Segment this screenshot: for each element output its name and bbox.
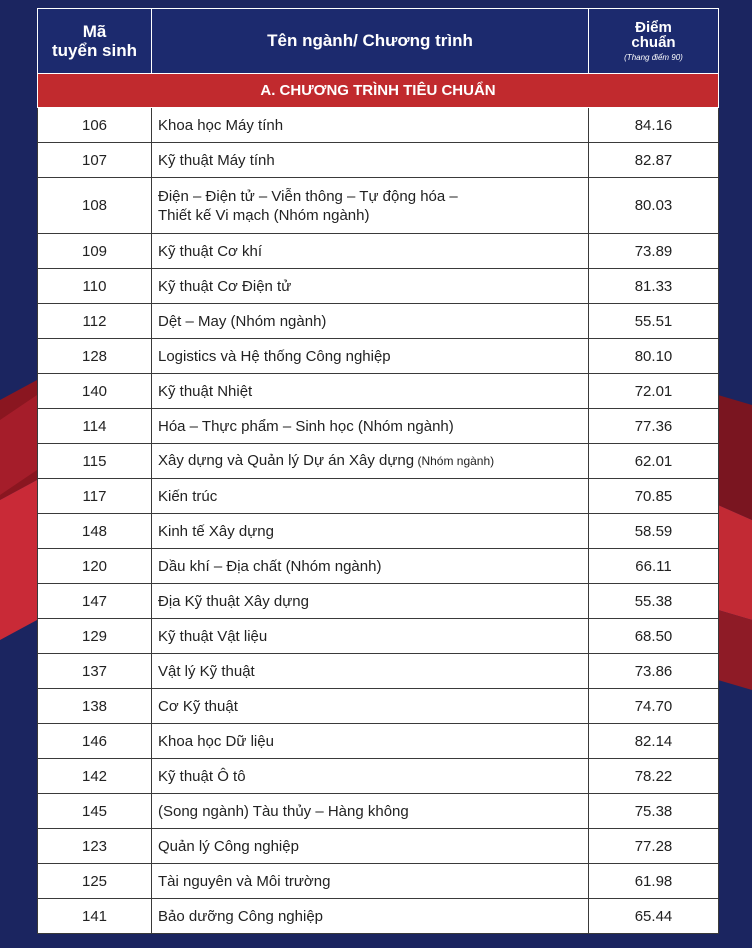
program-name-cell	[152, 724, 589, 759]
cutoff-score: 77.28	[589, 829, 719, 864]
admission-score-table-container	[37, 8, 718, 934]
cutoff-score: 61.98	[589, 864, 719, 899]
cutoff-score: 73.86	[589, 654, 719, 689]
program-name: Điện – Điện tử – Viễn thông – Tự động hóa –	[158, 187, 458, 205]
cutoff-score: 84.16	[589, 108, 719, 143]
program-name-cell	[152, 339, 589, 374]
code-header-line1: Mã	[82, 22, 107, 41]
cutoff-score: 55.38	[589, 584, 719, 619]
program-name: Kỹ thuật Vật liệu	[158, 627, 268, 645]
program-name-cell	[152, 514, 589, 549]
cutoff-score: 81.33	[589, 269, 719, 304]
program-name-cell	[152, 479, 589, 514]
table-row	[38, 619, 719, 654]
admission-score-table	[37, 8, 719, 934]
program-name-cell	[152, 444, 589, 479]
program-code: 117	[38, 479, 152, 514]
cutoff-score: 78.22	[589, 759, 719, 794]
table-row	[38, 864, 719, 899]
program-name: Khoa học Máy tính	[158, 116, 284, 134]
table-row	[38, 304, 719, 339]
cutoff-score: 62.01	[589, 444, 719, 479]
cutoff-score: 65.44	[589, 899, 719, 934]
table-row	[38, 339, 719, 374]
program-name-cell	[152, 269, 589, 304]
program-code: 145	[38, 794, 152, 829]
program-name: Kỹ thuật Cơ khí	[158, 242, 263, 260]
table-header-row	[38, 9, 719, 74]
program-name: Kỹ thuật Cơ Điện tử	[158, 277, 292, 295]
program-name-cell	[152, 584, 589, 619]
program-name-cell	[152, 178, 589, 234]
score-scale-note: (Thang điểm 90)	[624, 52, 683, 62]
program-name-cell	[152, 409, 589, 444]
program-name: Khoa học Dữ liệu	[158, 732, 274, 750]
table-row	[38, 724, 719, 759]
program-name-cell	[152, 619, 589, 654]
section-title: A. CHƯƠNG TRÌNH TIÊU CHUẨN	[38, 74, 719, 108]
program-code: 129	[38, 619, 152, 654]
program-name-cell	[152, 864, 589, 899]
column-header-code	[38, 9, 152, 74]
program-name-cell	[152, 899, 589, 934]
program-code: 147	[38, 584, 152, 619]
column-header-name: Tên ngành/ Chương trình	[152, 9, 589, 74]
program-code: 107	[38, 143, 152, 178]
code-header-line2: tuyển sinh	[51, 41, 137, 60]
program-name: Quản lý Công nghiệp	[158, 837, 299, 855]
program-name: Xây dựng và Quản lý Dự án Xây dựng	[158, 452, 415, 469]
program-code: 114	[38, 409, 152, 444]
program-code: 148	[38, 514, 152, 549]
table-row	[38, 178, 719, 234]
program-code: 120	[38, 549, 152, 584]
cutoff-score: 66.11	[589, 549, 719, 584]
program-name: Địa Kỹ thuật Xây dựng	[158, 592, 309, 610]
cutoff-score: 77.36	[589, 409, 719, 444]
cutoff-score: 58.59	[589, 514, 719, 549]
table-row	[38, 234, 719, 269]
program-code: 141	[38, 899, 152, 934]
cutoff-score: 82.87	[589, 143, 719, 178]
program-name-suffix: (Nhóm ngành)	[414, 454, 495, 468]
program-code: 142	[38, 759, 152, 794]
table-row	[38, 108, 719, 143]
program-code: 123	[38, 829, 152, 864]
program-name-cell	[152, 304, 589, 339]
table-row	[38, 143, 719, 178]
program-name: Dệt – May (Nhóm ngành)	[158, 312, 327, 330]
program-name-cell	[152, 374, 589, 409]
program-code: 110	[38, 269, 152, 304]
program-code: 109	[38, 234, 152, 269]
program-name: Kỹ thuật Máy tính	[158, 151, 275, 169]
program-name-cell	[152, 794, 589, 829]
program-name: Bảo dưỡng Công nghiệp	[158, 907, 323, 925]
cutoff-score: 80.03	[589, 178, 719, 234]
cutoff-score: 73.89	[589, 234, 719, 269]
table-row	[38, 269, 719, 304]
program-name-cell	[152, 108, 589, 143]
program-code: 128	[38, 339, 152, 374]
column-header-score	[589, 9, 719, 74]
table-row	[38, 829, 719, 864]
table-row	[38, 759, 719, 794]
cutoff-score: 72.01	[589, 374, 719, 409]
program-name: Hóa – Thực phẩm – Sinh học (Nhóm ngành)	[158, 417, 454, 435]
program-name-cell	[152, 759, 589, 794]
table-row	[38, 409, 719, 444]
cutoff-score: 55.51	[589, 304, 719, 339]
program-name-cell	[152, 689, 589, 724]
program-code: 146	[38, 724, 152, 759]
table-row	[38, 794, 719, 829]
program-name: Logistics và Hệ thống Công nghiệp	[158, 347, 391, 365]
program-name-line2: Thiết kế Vi mạch (Nhóm ngành)	[158, 206, 370, 224]
table-row	[38, 689, 719, 724]
score-header-line1: Điểm	[635, 18, 672, 36]
program-name: Cơ Kỹ thuật	[158, 697, 238, 715]
program-code: 125	[38, 864, 152, 899]
program-name: Kỹ thuật Nhiệt	[158, 382, 253, 400]
score-header-line2: chuẩn	[631, 33, 676, 51]
table-row	[38, 479, 719, 514]
table-row	[38, 444, 719, 479]
program-code: 115	[38, 444, 152, 479]
program-name-cell	[152, 829, 589, 864]
cutoff-score: 68.50	[589, 619, 719, 654]
table-row	[38, 549, 719, 584]
program-name: Vật lý Kỹ thuật	[158, 662, 255, 680]
cutoff-score: 82.14	[589, 724, 719, 759]
program-code: 112	[38, 304, 152, 339]
program-name: Kiến trúc	[158, 487, 218, 505]
table-row	[38, 654, 719, 689]
cutoff-score: 75.38	[589, 794, 719, 829]
table-row	[38, 899, 719, 934]
program-code: 108	[38, 178, 152, 234]
program-name: Kỹ thuật Ô tô	[158, 767, 246, 785]
table-row	[38, 514, 719, 549]
program-name: Tài nguyên và Môi trường	[158, 872, 331, 890]
program-name-cell	[152, 549, 589, 584]
table-row	[38, 584, 719, 619]
program-name: Kinh tế Xây dựng	[158, 522, 274, 540]
program-code: 138	[38, 689, 152, 724]
program-name-cell	[152, 143, 589, 178]
program-name-cell	[152, 654, 589, 689]
cutoff-score: 80.10	[589, 339, 719, 374]
program-name: Dầu khí – Địa chất (Nhóm ngành)	[158, 557, 382, 575]
program-code: 106	[38, 108, 152, 143]
program-code: 140	[38, 374, 152, 409]
section-row	[38, 74, 719, 108]
cutoff-score: 74.70	[589, 689, 719, 724]
program-name-cell	[152, 234, 589, 269]
cutoff-score: 70.85	[589, 479, 719, 514]
table-row	[38, 374, 719, 409]
program-name: (Song ngành) Tàu thủy – Hàng không	[158, 802, 409, 820]
program-code: 137	[38, 654, 152, 689]
